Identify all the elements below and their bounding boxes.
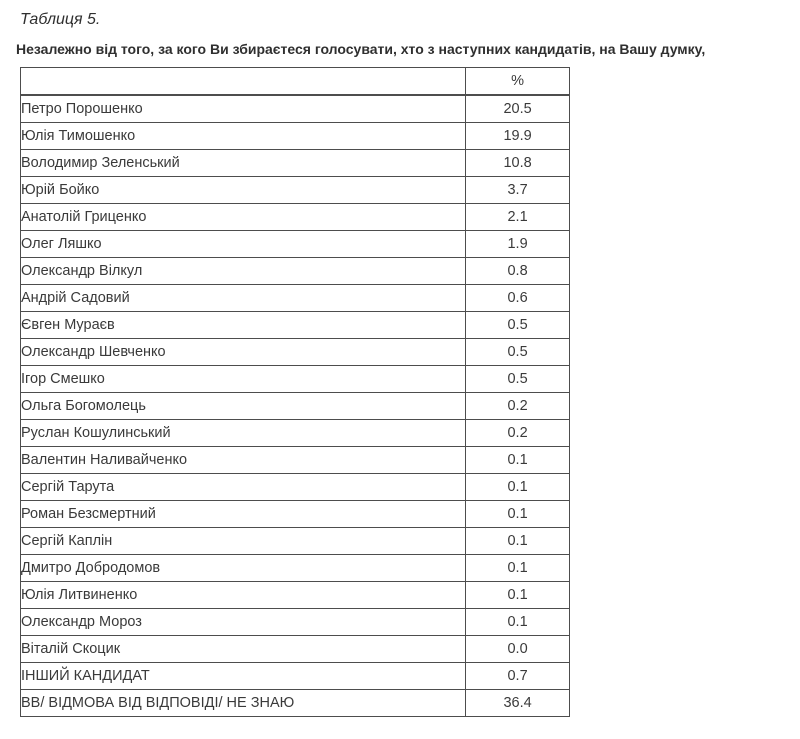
percent-cell: 0.1 (466, 501, 570, 528)
candidate-name-cell: Юлія Тимошенко (21, 123, 466, 150)
percent-cell: 1.9 (466, 231, 570, 258)
candidate-name-cell: Олег Ляшко (21, 231, 466, 258)
percent-cell: 36.4 (466, 690, 570, 717)
candidate-name-cell: Володимир Зеленський (21, 150, 466, 177)
candidate-name-cell: ІНШИЙ КАНДИДАТ (21, 663, 466, 690)
candidate-name-cell: Роман Безсмертний (21, 501, 466, 528)
table-row (21, 150, 570, 177)
table-row (21, 204, 570, 231)
candidate-name-cell: Сергій Каплін (21, 528, 466, 555)
candidate-name-cell: ВВ/ ВІДМОВА ВІД ВІДПОВІДІ/ НЕ ЗНАЮ (21, 690, 466, 717)
candidate-name-cell: Олександр Шевченко (21, 339, 466, 366)
percent-cell: 0.1 (466, 609, 570, 636)
percent-cell: 0.1 (466, 474, 570, 501)
candidate-name-cell: Євген Мураєв (21, 312, 466, 339)
percent-cell: 0.5 (466, 366, 570, 393)
table-row (21, 447, 570, 474)
candidate-name-cell: Сергій Тарута (21, 474, 466, 501)
candidate-name-cell: Ігор Смешко (21, 366, 466, 393)
percent-cell: 2.1 (466, 204, 570, 231)
table-row (21, 258, 570, 285)
percent-header-cell: % (466, 68, 570, 96)
candidate-name-cell: Віталій Скоцик (21, 636, 466, 663)
table-row (21, 609, 570, 636)
percent-cell: 0.2 (466, 420, 570, 447)
table-row (21, 663, 570, 690)
percent-cell: 0.1 (466, 582, 570, 609)
table-row (21, 339, 570, 366)
percent-cell: 19.9 (466, 123, 570, 150)
candidate-name-cell: Олександр Вілкул (21, 258, 466, 285)
table-row (21, 366, 570, 393)
table-caption: Таблиця 5. (20, 11, 101, 28)
percent-cell: 0.5 (466, 312, 570, 339)
table-header-row (21, 68, 570, 96)
candidate-name-cell: Юлія Литвиненко (21, 582, 466, 609)
percent-cell: 0.2 (466, 393, 570, 420)
percent-cell: 0.1 (466, 447, 570, 474)
table-row (21, 636, 570, 663)
candidate-name-cell: Юрій Бойко (21, 177, 466, 204)
percent-cell: 0.7 (466, 663, 570, 690)
percent-cell: 0.1 (466, 528, 570, 555)
percent-cell: 0.1 (466, 555, 570, 582)
percent-cell: 0.5 (466, 339, 570, 366)
table-row (21, 95, 570, 123)
candidate-name-cell: Ольга Богомолець (21, 393, 466, 420)
candidate-name-cell: Анатолій Гриценко (21, 204, 466, 231)
percent-cell: 0.0 (466, 636, 570, 663)
candidate-name-cell: Олександр Мороз (21, 609, 466, 636)
table-row (21, 420, 570, 447)
percent-cell: 10.8 (466, 150, 570, 177)
percent-cell: 0.8 (466, 258, 570, 285)
survey-question: Незалежно від того, за кого Ви збираєтеся голосувати, хто з наступних кандидатів, на Вашу думку, (16, 41, 706, 57)
table-row (21, 474, 570, 501)
table-row (21, 231, 570, 258)
candidate-name-cell: Руслан Кошулинський (21, 420, 466, 447)
table-row (21, 501, 570, 528)
table-row (21, 528, 570, 555)
percent-cell: 3.7 (466, 177, 570, 204)
table-row (21, 555, 570, 582)
candidate-name-cell: Валентин Наливайченко (21, 447, 466, 474)
percent-cell: 20.5 (466, 95, 570, 123)
results-table (20, 67, 570, 717)
table-row (21, 582, 570, 609)
table-row (21, 123, 570, 150)
table-row (21, 177, 570, 204)
table-row (21, 285, 570, 312)
candidate-name-cell: Дмитро Добродомов (21, 555, 466, 582)
table-row (21, 690, 570, 717)
table-row (21, 312, 570, 339)
table-body (21, 95, 570, 717)
candidate-name-cell: Андрій Садовий (21, 285, 466, 312)
table-row (21, 393, 570, 420)
candidate-header-cell (21, 68, 466, 96)
percent-cell: 0.6 (466, 285, 570, 312)
candidate-name-cell: Петро Порошенко (21, 95, 466, 123)
